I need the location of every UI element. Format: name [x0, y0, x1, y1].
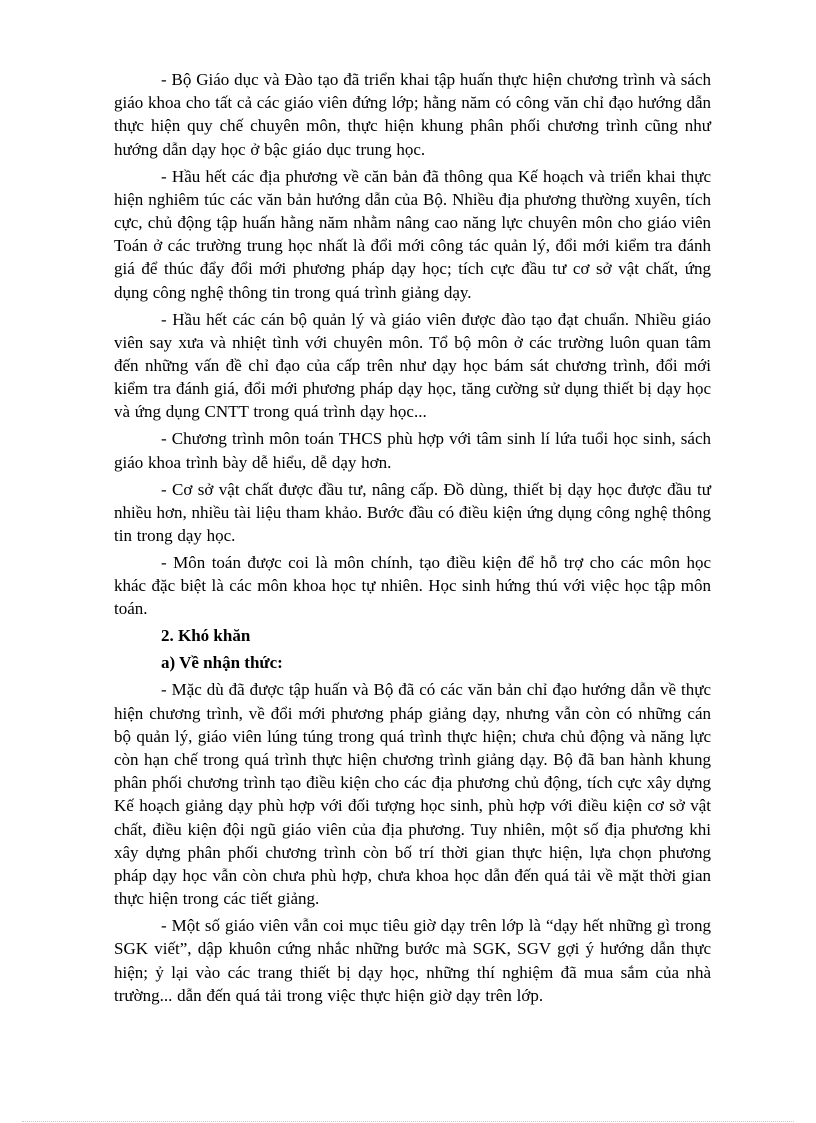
page-bottom-rule: [22, 1121, 794, 1122]
paragraph-facilities: - Cơ sở vật chất được đầu tư, nâng cấp. Đồ dùng, thiết bị dạy học được đầu tư nhiều hơn, nhiều tài liệu tham khảo. Bước đầu có điều kiện ứng dụng công nghệ thông tin trong dạy học.: [114, 479, 711, 546]
paragraph-math-main-subject: - Môn toán được coi là môn chính, tạo điều kiện để hỗ trợ cho các môn học khác đặc biệt là các môn khoa học tự nhiên. Học sinh hứng thú với việc học tập môn toán.: [114, 553, 711, 619]
paragraph-teacher-objectives: - Một số giáo viên vẫn coi mục tiêu giờ dạy trên lớp là “dạy hết những gì trong SGK viết”, dập khuôn cứng nhắc những bước mà SGK, SGV gợi ý hướng dẫn thực hiện; ỷ lại vào các trang thiết bị dạy học, những thí nghiệm đã mua sắm của nhà trường... dẫn đến quá tải trong việc thực hiện giờ dạy trên lớp.: [114, 916, 711, 1005]
paragraph-staff-qualification: - Hầu hết các cán bộ quản lý và giáo viên được đào tạo đạt chuẩn. Nhiều giáo viên say xưa và nhiệt tình với chuyên môn. Tổ bộ môn ở các trường luôn quan tâm đến những vấn đề chỉ đạo của cấp trên như dạy học bám sát chương trình, đổi mới kiểm tra đánh giá, đổi mới phương pháp dạy học, tăng cường sử dụng thiết bị dạy học và ứng dụng CNTT trong quá trình dạy học...: [114, 309, 711, 422]
section-heading-difficulties: 2. Khó khăn: [161, 626, 251, 646]
paragraph-awareness-issues: - Mặc dù đã được tập huấn và Bộ đã có các văn bản chỉ đạo hướng dẫn về thực hiện chương trình, về đổi mới phương pháp giảng dạy, nhưng vẫn còn có những cán bộ quản lý, giáo viên lúng túng trong quá trình thực hiện; chưa chủ động và năng lực còn hạn chế trong quá trình thực hiện chương trình giảng dạy. Bộ đã ban hành khung phân phối chương trình tạo điều kiện cho các địa phương chủ động, tích cực xây dựng Kế hoạch giảng dạy phù hợp với đối tượng học sinh, phù hợp với điều kiện cơ sở vật chất, điều kiện đội ngũ giáo viên của địa phương. Tuy nhiên, một số địa phương khi xây dựng phân phối chương trình còn bố trí thời gian thực hiện, lựa chọn phương pháp dạy học vẫn còn chưa phù hợp, chưa khoa học dẫn đến quá tải về mặt thời gian thực hiện trong các tiết giảng.: [114, 680, 711, 909]
paragraph-curriculum-suitability: - Chương trình môn toán THCS phù hợp với tâm sinh lí lứa tuổi học sinh, sách giáo khoa trình bày dễ hiểu, dễ dạy hơn.: [114, 429, 711, 472]
paragraph-local-implementation: - Hầu hết các địa phương về căn bản đã thông qua Kế hoạch và triển khai thực hiện nghiêm túc các văn bản hướng dẫn của Bộ. Nhiều địa phương thường xuyên, tích cực, chủ động tập huấn hằng năm nhằm nâng cao năng lực chuyên môn cho giáo viên Toán ở các trường trung học nhất là đổi mới công tác quản lý, đổi mới kiểm tra đánh giá để thúc đẩy đổi mới phương pháp dạy học; tích cực đầu tư cơ sở vật chất, ứng dụng công nghệ thông tin trong quá trình giảng dạy.: [114, 166, 711, 302]
subsection-heading-awareness: a) Về nhận thức:: [161, 653, 283, 673]
document-page: [114, 68, 711, 1011]
paragraph-ministry-training: - Bộ Giáo dục và Đào tạo đã triển khai tập huấn thực hiện chương trình và sách giáo khoa cho tất cả các giáo viên đứng lớp; hằng năm có công văn chỉ đạo hướng dẫn thực hiện quy chế chuyên môn, thực hiện khung phân phối chương trình cũng như hướng dẫn dạy học ở bậc giáo dục trung học.: [114, 70, 711, 159]
